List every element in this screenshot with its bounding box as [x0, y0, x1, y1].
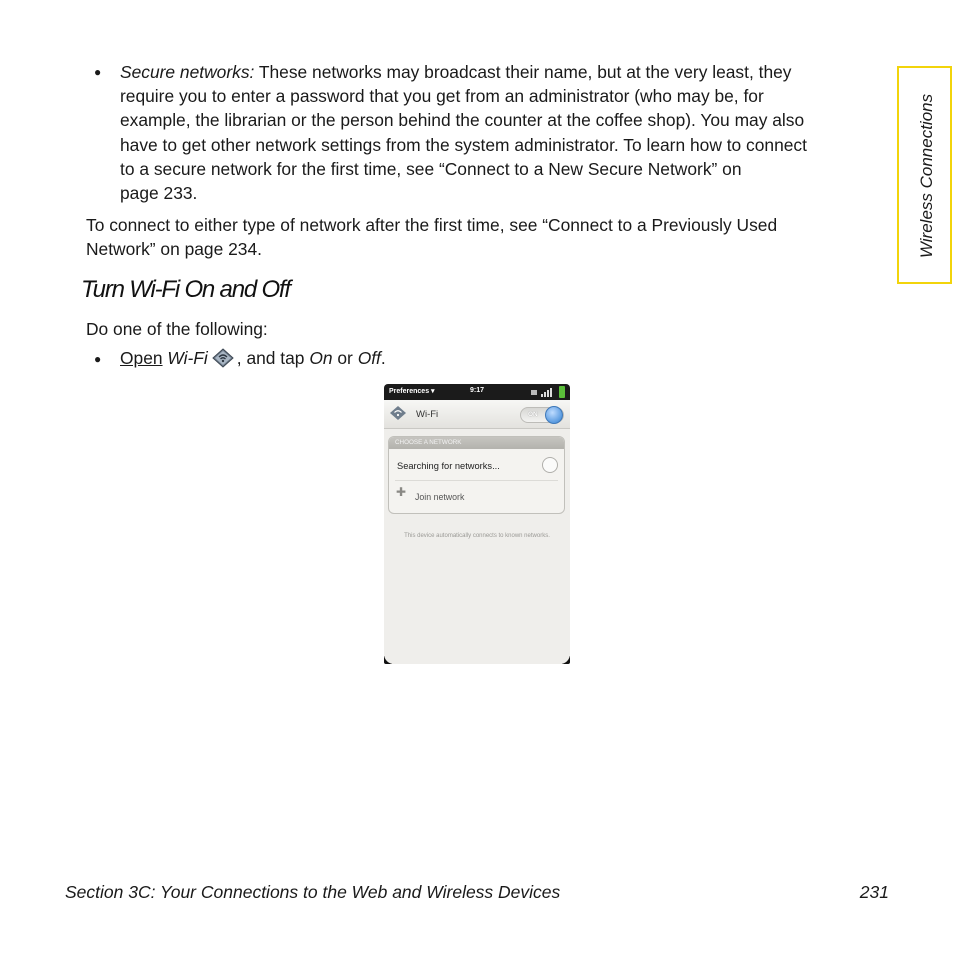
side-tab-label: Wireless Connections	[917, 93, 936, 259]
phone-screenshot	[384, 384, 570, 664]
page-number: 231	[859, 882, 889, 902]
secure-networks-term: Secure networks:	[120, 62, 255, 82]
footer-section: Section 3C: Your Connections to the Web and Wireless Devices	[65, 882, 561, 902]
bullet-icon: ●	[94, 65, 102, 79]
group-header-label: CHOOSE A NETWORK	[395, 439, 462, 446]
network-group	[388, 436, 565, 514]
text-line: to a secure network for the first time, see “Connect to a New Secure Network” on	[120, 158, 742, 179]
wifi-app-name: Wi-Fi	[167, 348, 208, 368]
secure-networks-paragraph	[120, 60, 890, 205]
toggle-knob[interactable]	[545, 406, 563, 424]
wifi-icon	[389, 405, 407, 421]
section-side-tab	[897, 66, 952, 284]
off-option: Off	[357, 348, 381, 368]
plus-icon: ✚	[396, 485, 407, 499]
signal-battery-icon	[528, 385, 568, 399]
text-line: require you to enter a password that you get from an administrator (who may be, for	[120, 86, 764, 107]
spinner-icon	[542, 457, 558, 473]
status-bar	[384, 384, 570, 400]
text-line: To connect to either type of network after the first time, see “Connect to a Previously Used	[86, 215, 778, 235]
step-paragraph	[120, 346, 890, 370]
app-menu[interactable]: Preferences ▾	[389, 388, 435, 395]
text-line: example, the librarian or the person behind the counter at the coffee shop). You may also	[120, 110, 805, 131]
section-heading: Turn Wi-Fi On and Off	[81, 276, 290, 303]
connect-paragraph	[86, 213, 886, 261]
wifi-app-icon	[212, 348, 234, 368]
instruction-text: Do one of the following:	[86, 319, 268, 339]
wifi-toggle[interactable]	[520, 407, 564, 423]
status-time: 9:17	[470, 387, 485, 394]
screen-title: Wi-Fi	[416, 409, 439, 420]
footnote-text: This device automatically connects to known networks.	[404, 533, 550, 539]
page-footer	[65, 882, 889, 903]
on-option: On	[309, 348, 333, 368]
group-header	[389, 437, 564, 449]
text-fragment: , and tap	[236, 348, 305, 368]
open-link[interactable]: Open	[120, 348, 163, 368]
text-fragment: or	[337, 348, 353, 368]
row-divider	[395, 480, 558, 481]
text-line: Network” on page 234.	[86, 239, 262, 260]
text-line: page 233.	[120, 183, 198, 204]
title-bar	[384, 400, 570, 429]
text-line: have to get other network settings from the system administrator. To learn how to connect	[120, 134, 807, 155]
screen-bottom	[384, 654, 570, 664]
join-network-item[interactable]: Join network	[415, 492, 465, 502]
searching-status: Searching for networks...	[397, 461, 500, 471]
bullet-icon: ●	[94, 352, 102, 366]
text-fragment: .	[380, 348, 386, 368]
toggle-label: ON	[528, 411, 538, 418]
text-line: These networks may broadcast their name, but at the very least, they	[258, 62, 792, 82]
